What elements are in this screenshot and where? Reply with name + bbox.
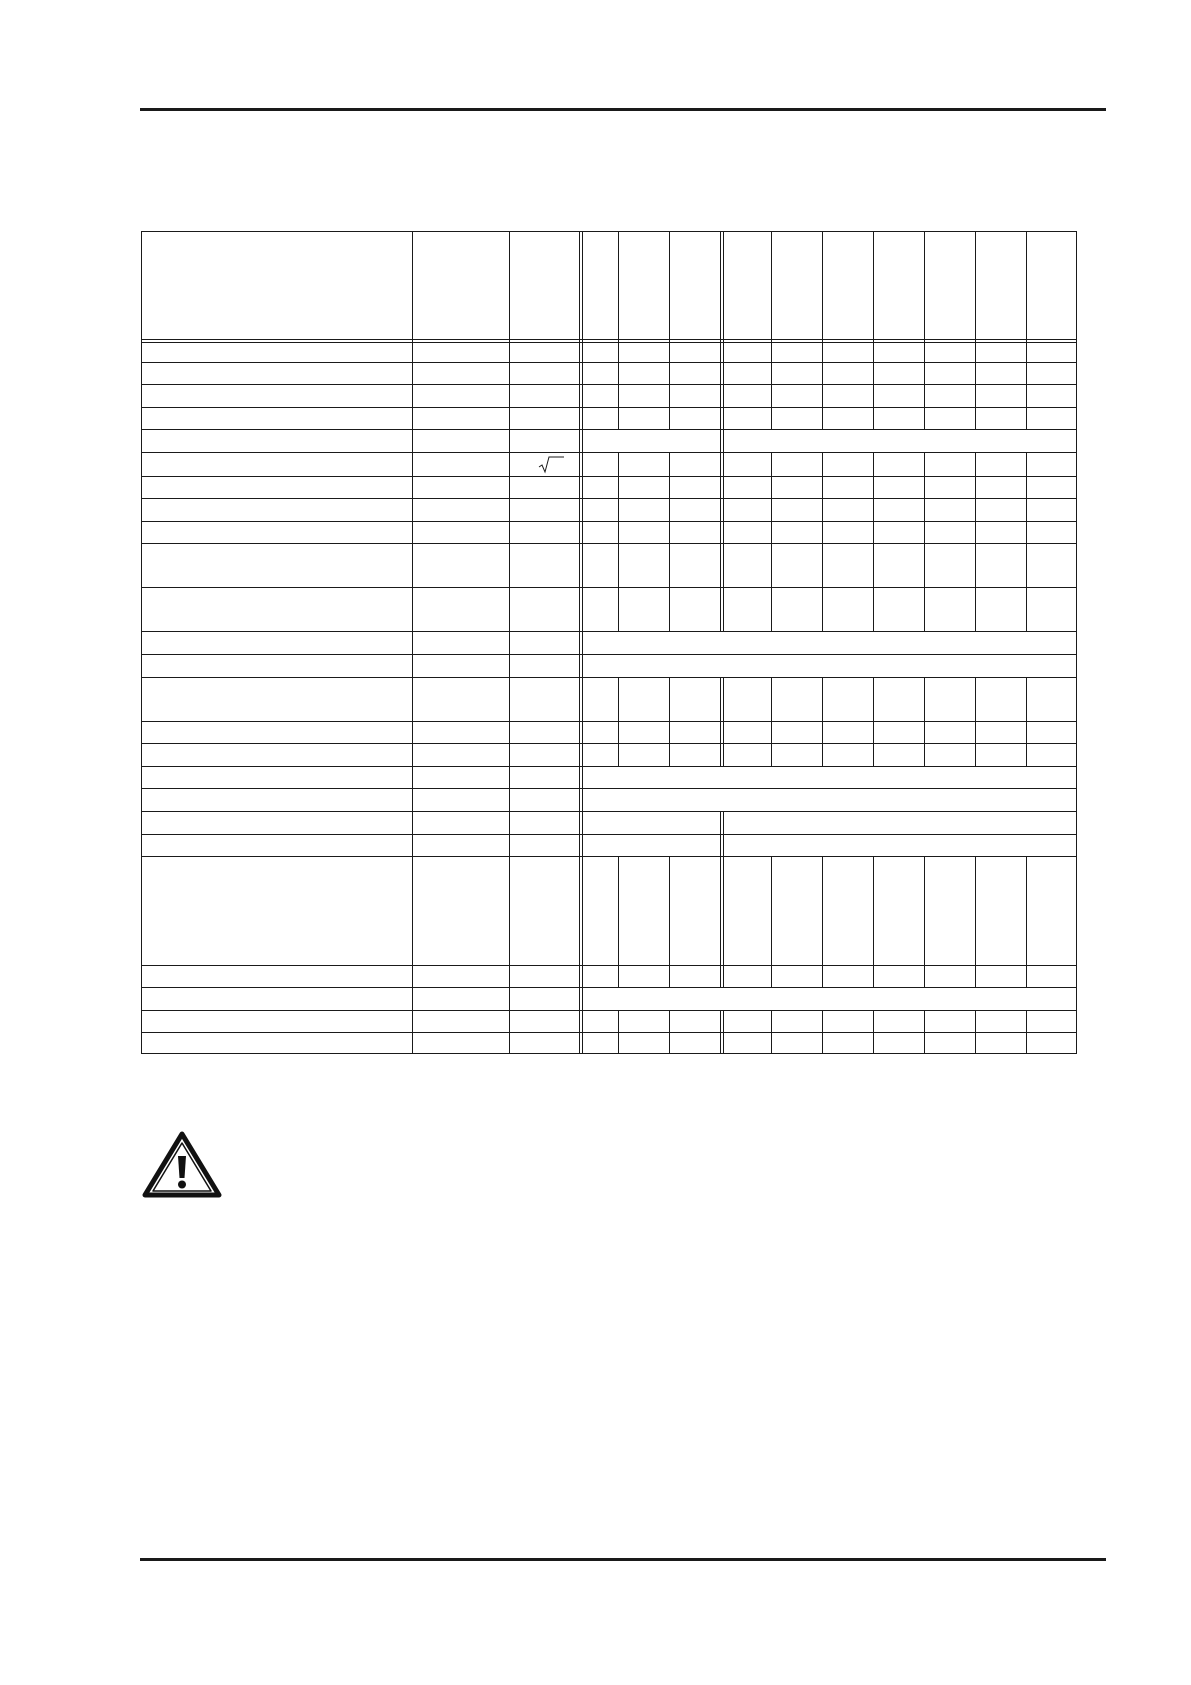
square-root-symbol bbox=[539, 457, 564, 472]
top-rule bbox=[140, 108, 1106, 111]
table-row bbox=[141, 587, 1077, 632]
table-row bbox=[141, 521, 1077, 544]
table-row bbox=[141, 677, 1077, 722]
table-row bbox=[141, 721, 1077, 744]
table-row bbox=[141, 811, 1077, 835]
table-row bbox=[141, 407, 1077, 430]
table-row bbox=[141, 856, 1077, 966]
table-row bbox=[141, 965, 1077, 988]
table-row bbox=[141, 631, 1077, 655]
table-row bbox=[141, 788, 1077, 812]
table-row bbox=[141, 498, 1077, 522]
table-row bbox=[141, 384, 1077, 408]
table-header-row bbox=[141, 231, 1077, 343]
warning-triangle-icon bbox=[141, 1129, 223, 1201]
table-row bbox=[141, 429, 1077, 453]
table-row bbox=[141, 1010, 1077, 1033]
table-row bbox=[413, 1032, 1027, 1054]
table-row bbox=[141, 452, 1077, 477]
table-row bbox=[141, 834, 1077, 857]
table-row bbox=[141, 362, 1077, 385]
table-row bbox=[141, 766, 1077, 789]
table-row bbox=[141, 654, 1077, 678]
table-row bbox=[141, 987, 1077, 1011]
table-row bbox=[141, 476, 1077, 499]
bottom-rule bbox=[140, 1558, 1106, 1561]
table-row bbox=[141, 543, 1077, 588]
spec-table bbox=[141, 224, 1077, 1061]
table-row bbox=[141, 743, 1077, 767]
